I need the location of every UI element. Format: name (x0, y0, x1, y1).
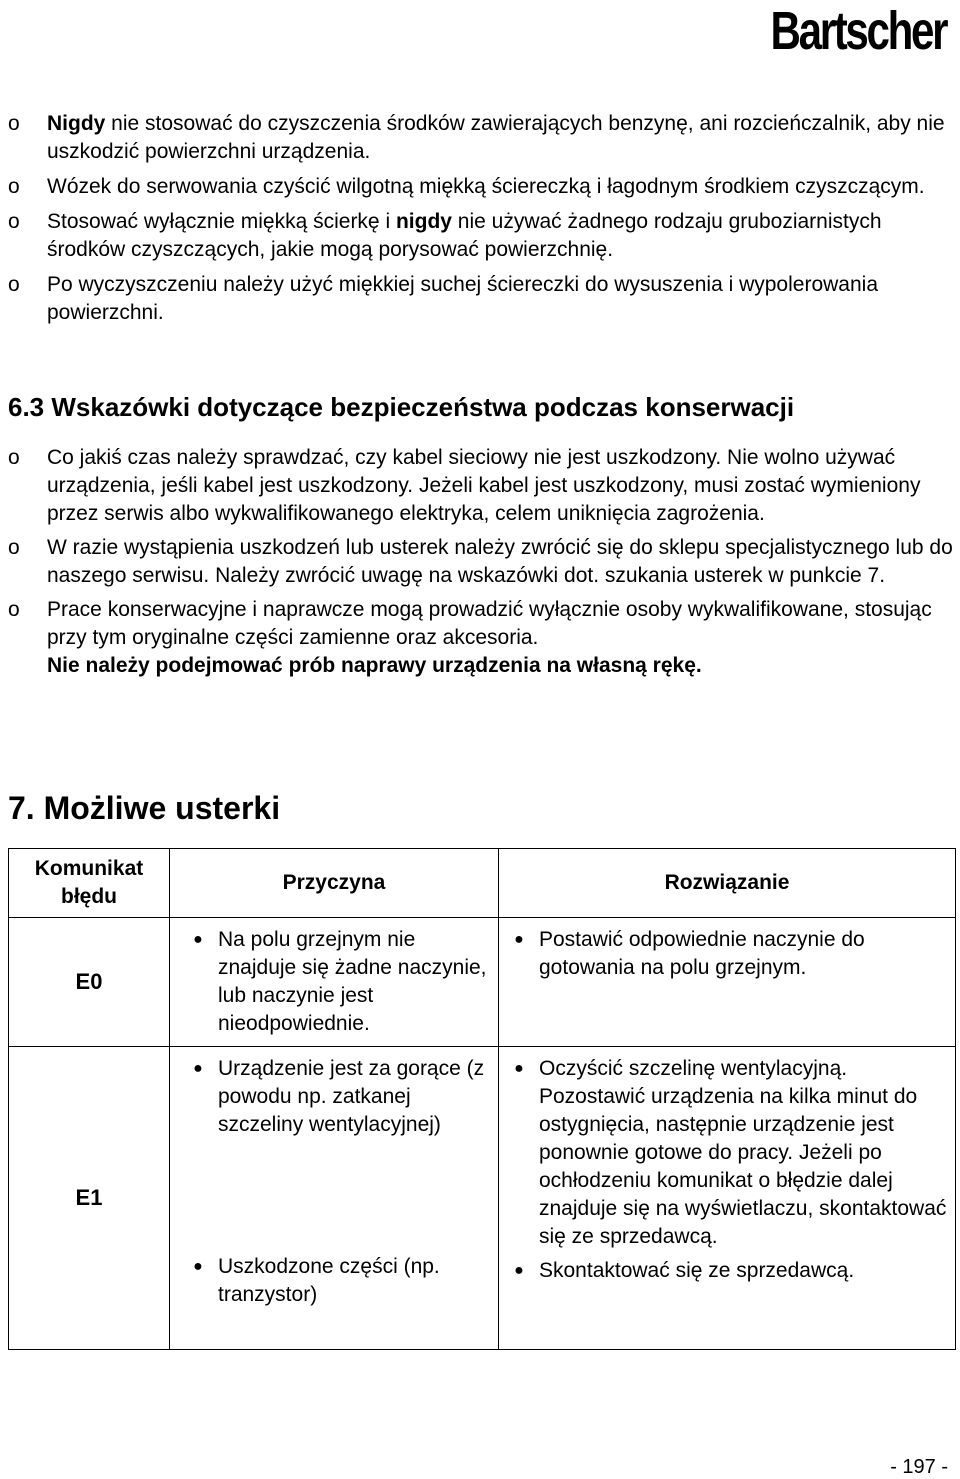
bullet-marker: o (8, 273, 20, 296)
list-item-text: Stosować wyłącznie miękką ścierkę i (47, 210, 396, 233)
bullet-dot: ● (193, 931, 203, 948)
cause-text: Urządzenie jest za gorące (z powodu np. zatkanej szczeliny wentylacyjnej) (218, 1057, 485, 1136)
solution-cell (499, 1047, 956, 1350)
table-row (9, 1047, 956, 1350)
solution-text: Skontaktować się ze sprzedawcą. (539, 1259, 855, 1282)
solution-item (499, 926, 947, 982)
chapter-title: 7. Możliwe usterki (8, 790, 281, 826)
error-code: E0 (9, 918, 170, 1047)
bartscher-logo: Bartscher (770, 1, 946, 61)
cleaning-instructions-list (8, 110, 948, 334)
list-item-text: nie używać żadnego rodzaju gruboziarnistych środków czyszczących, jakie mogą porysować powierzchnię. (47, 210, 882, 261)
bullet-marker: o (8, 446, 20, 469)
list-item (8, 110, 948, 166)
solution-text: Postawić odpowiednie naczynie do gotowania na polu grzejnym. (539, 928, 865, 979)
solution-cell (499, 918, 956, 1047)
list-item (8, 271, 948, 327)
list-item-text: nie stosować do czyszczenia środków zawierających benzynę, ani rozcieńczalnik, aby nie uszkodzić powierzchni urządzenia. (47, 112, 945, 163)
column-header: Komunikat błędu (9, 849, 170, 918)
error-code: E1 (9, 1047, 170, 1350)
bullet-marker: o (8, 598, 20, 621)
table-header-row (9, 849, 956, 918)
bullet-dot: ● (193, 1060, 203, 1077)
list-item (8, 173, 948, 201)
bullet-marker: o (8, 112, 20, 135)
emphasis: nigdy (395, 210, 452, 233)
column-header: Przyczyna (170, 849, 499, 918)
bullet-dot: ● (514, 1060, 524, 1077)
safety-instructions-list (8, 444, 953, 686)
cause-item (178, 926, 490, 1038)
list-item-text: Po wyczyszczeniu należy użyć miękkiej suchej ściereczki do wysuszenia i wypolerowania powierzchni. (47, 273, 878, 324)
bullet-marker: o (8, 175, 20, 198)
bullet-dot: ● (514, 1262, 524, 1279)
list-item-text: Prace konserwacyjne i naprawcze mogą prowadzić wyłącznie osoby wykwalifikowane, stosując przy tym oryginalne części zamienne oraz akcesoria. (47, 598, 932, 649)
page-number: - 197 - (890, 1456, 948, 1478)
bullet-marker: o (8, 210, 20, 233)
solution-text: Oczyścić szczelinę wentylacyjną. Pozostawić urządzenia na kilka minut do ostygnięcia, następnie urządzenie jest ponownie gotowe do pracy. Jeżeli po ochłodzeniu komunikat o błędzie dalej znajduje się na wyświetlaczu, skontaktować się ze sprzedawcą. (539, 1057, 947, 1248)
error-table (8, 848, 956, 1350)
column-header: Rozwiązanie (499, 849, 956, 918)
cause-cell (170, 1047, 499, 1350)
list-item (8, 596, 953, 680)
solution-item (499, 1055, 947, 1251)
emphasis: Nigdy (47, 112, 106, 135)
cause-item (178, 1253, 490, 1309)
list-item-text: W razie wystąpienia uszkodzeń lub usterek należy zwrócić się do sklepu specjalistycznego lub do naszego serwisu. Należy zwrócić uwagę na wskazówki dot. szukania usterek w punkcie 7. (47, 536, 953, 587)
section-title: 6.3 Wskazówki dotyczące bezpieczeństwa podczas konserwacji (8, 392, 795, 422)
bullet-dot: ● (514, 931, 524, 948)
cause-item (178, 1055, 490, 1139)
list-item (8, 208, 948, 264)
list-item-text: Wózek do serwowania czyścić wilgotną miękką ściereczką i łagodnym środkiem czyszczącym. (47, 175, 925, 198)
list-item (8, 534, 953, 590)
bullet-marker: o (8, 536, 20, 559)
list-item-text: Co jakiś czas należy sprawdzać, czy kabel sieciowy nie jest uszkodzony. Nie wolno używać urządzenia, jeśli kabel jest uszkodzony. Jeżeli kabel jest uszkodzony, musi zostać wymieniony przez serwis albo wykwalifikowanego elektryka, celem uniknięcia zagrożenia. (47, 446, 921, 525)
emphasis: Nie należy podejmować prób naprawy urządzenia na własną rękę. (47, 654, 702, 677)
solution-item (499, 1257, 947, 1285)
cause-cell (170, 918, 499, 1047)
list-item (8, 444, 953, 528)
cause-text: Uszkodzone części (np. tranzystor) (218, 1255, 440, 1306)
table-row (9, 918, 956, 1047)
cause-text: Na polu grzejnym nie znajduje się żadne naczynie, lub naczynie jest nieodpowiednie. (218, 928, 487, 1035)
bullet-dot: ● (193, 1258, 203, 1275)
